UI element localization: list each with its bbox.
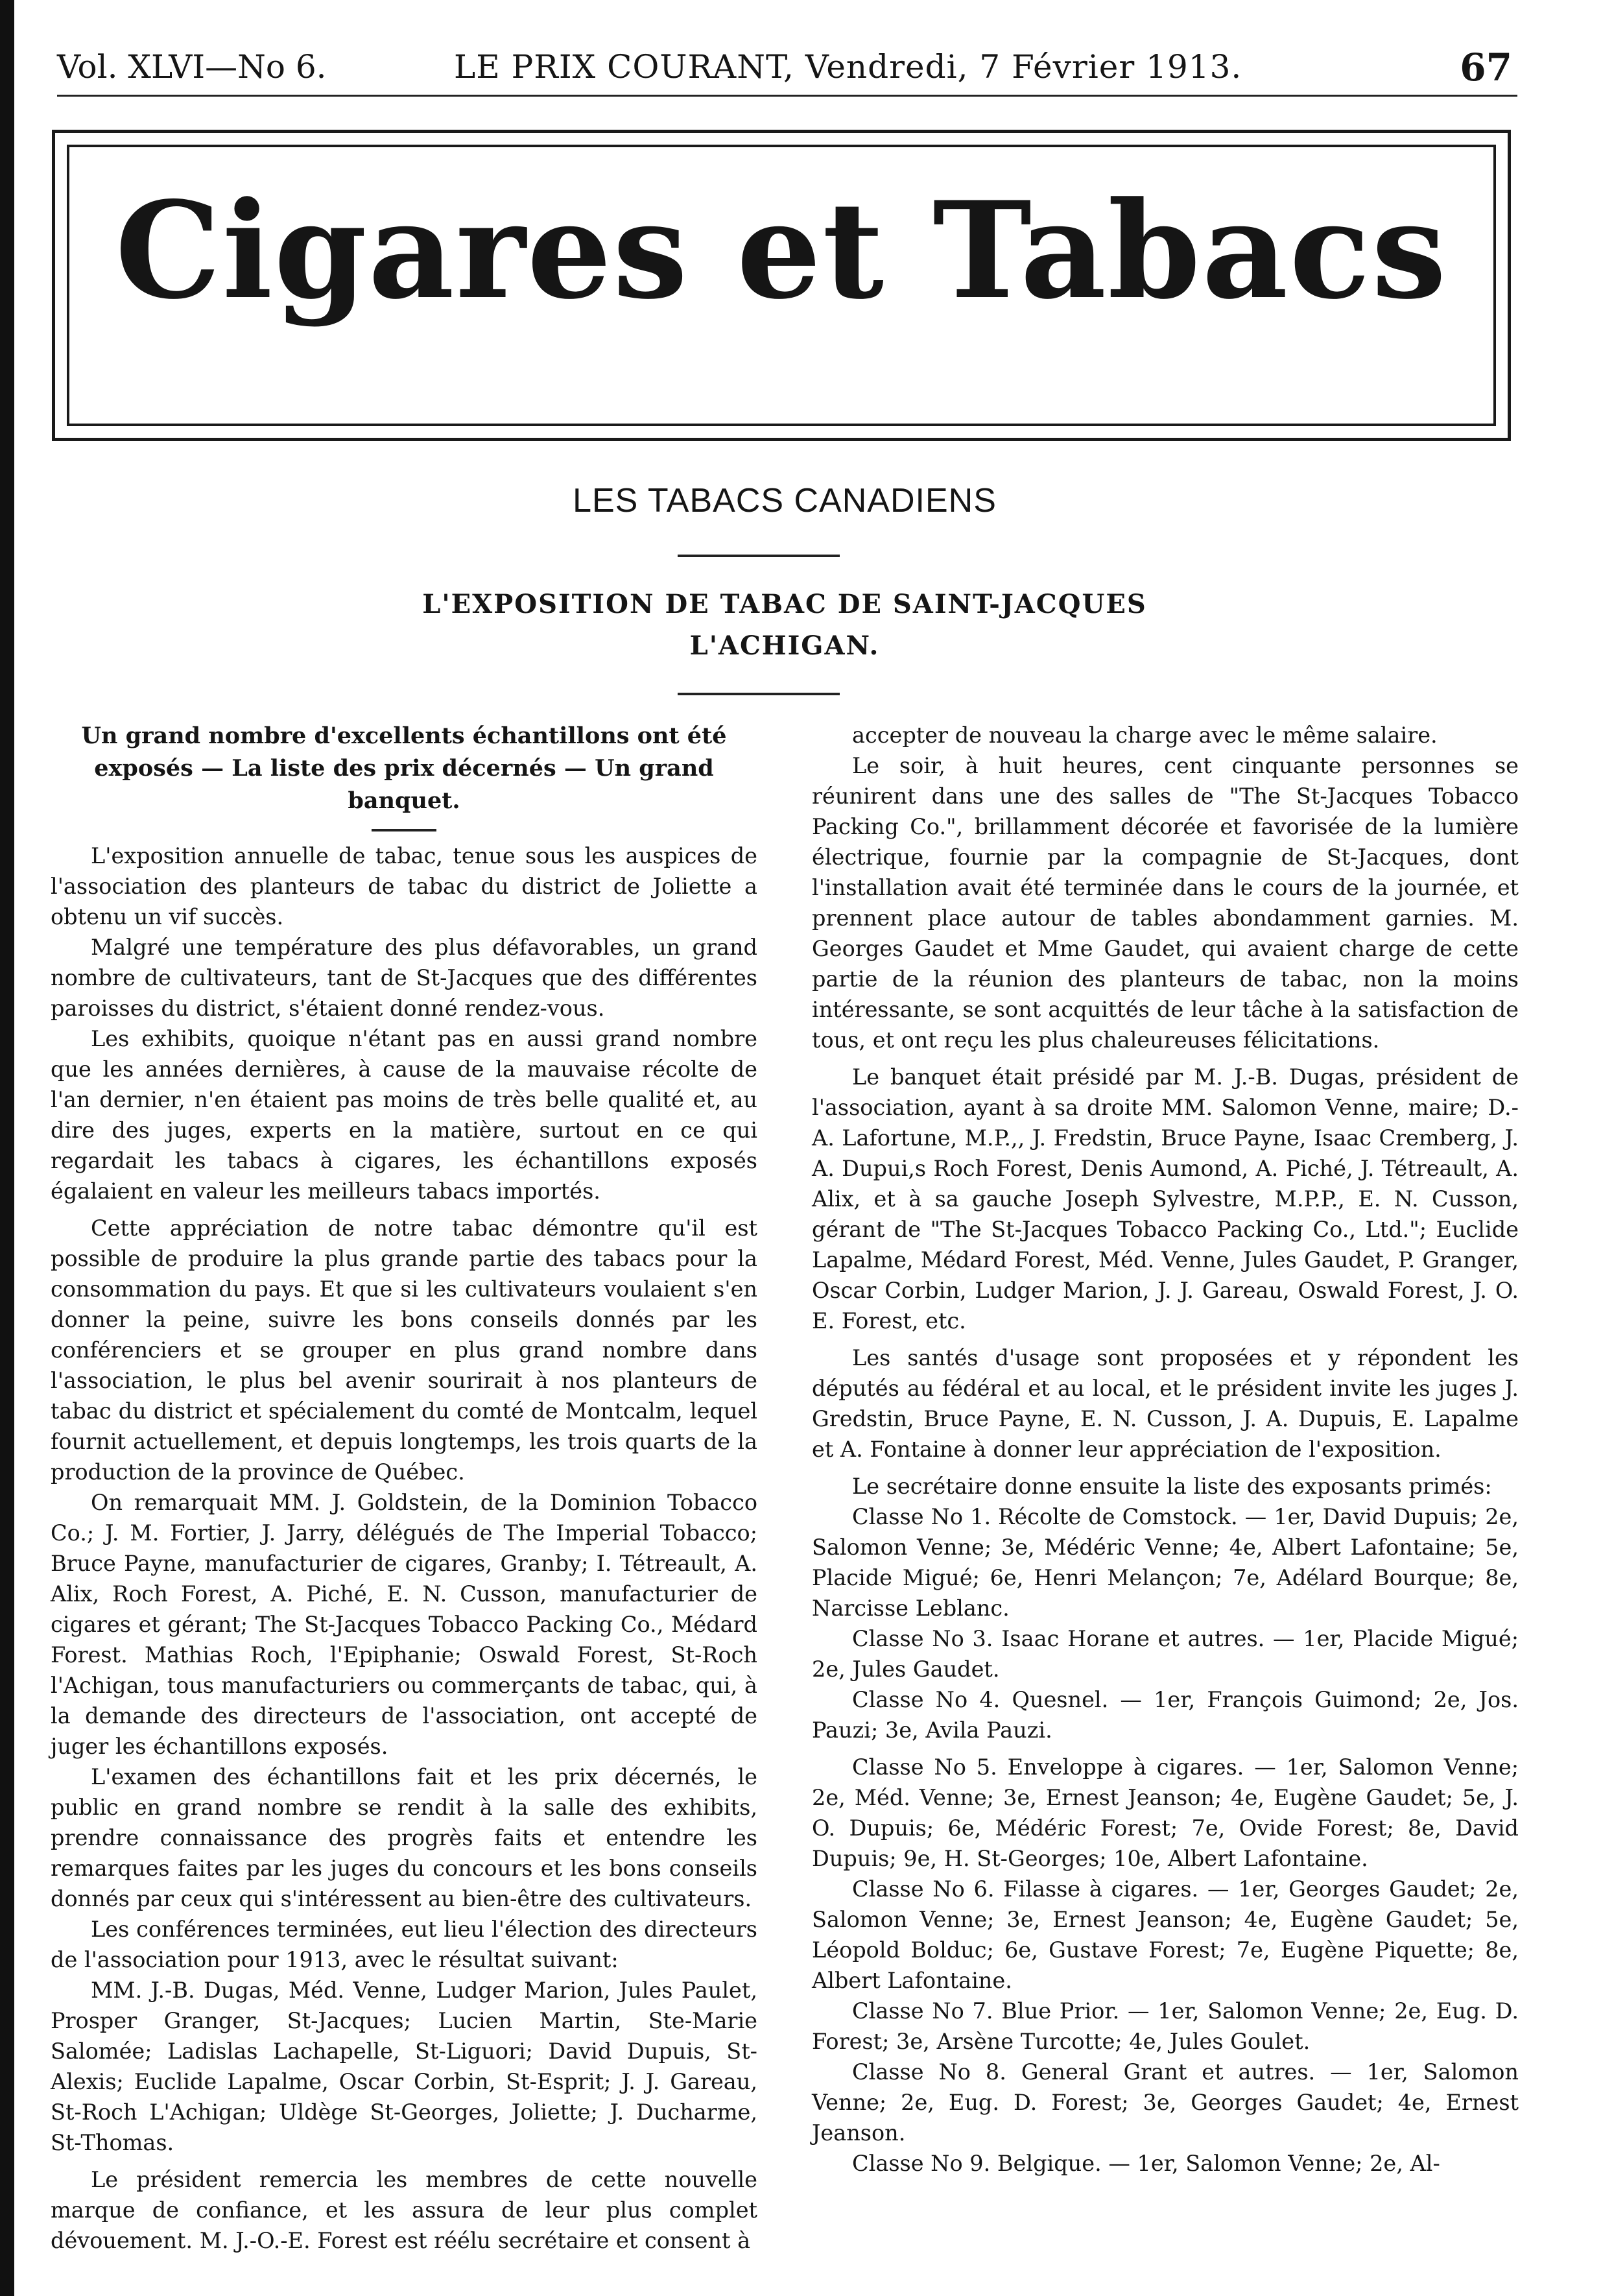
heading-rule: [678, 555, 840, 557]
left-column: [51, 720, 757, 2256]
page-spine-shadow: [0, 0, 14, 2296]
paragraph: On remarquait MM. J. Goldstein, de la Dominion Tobacco Co.; J. M. Fortier, J. Jarry, délégués de The Imperial Tobacco; Bruce Payne, manufacturier de cigares, Granby; I. Tétreault, A. Alix, Roch Forest, A. Piché, E. N. Cusson, manufacturier de cigares et gérant; The St-Jacques Tobacco Packing Co., Médard Forest. Mathias Roch, l'Epiphanie; Oswald Forest, St-Roch l'Achigan, tous manufacturiers ou commerçants de tabac, qui, à la demande des directeurs de l'association, ont accepté de juger les échantillons exposés.: [51, 1490, 757, 1759]
page-number: 67: [1460, 45, 1512, 90]
prize-list-item: Classe No 4. Quesnel. — 1er, François Guimond; 2e, Jos. Pauzi; 3e, Avila Pauzi.: [812, 1687, 1519, 1743]
prize-list-item: Classe No 6. Filasse à cigares. — 1er, Georges Gaudet; 2e, Salomon Venne; 3e, Ernest Jeanson; 4e, Eugène Gaudet; 5e, Léopold Bolduc; 6e, Gustave Forest; 7e, Eugène Piquette; 8e, Albert Lafontaine.: [812, 1876, 1519, 1993]
publication-title: LE PRIX COURANT, Vendredi, 7 Février 1913.: [454, 48, 1242, 86]
paragraph: Le soir, à huit heures, cent cinquante personnes se réunirent dans une des salles de "The St-Jacques Tobacco Packing Co.", brillamment décorée et favorisée de la lumière électrique, fournie par la compagnie de St-Jacques, dont l'installation avait été terminée dans le cours de la journée, et prennent place autour de tables abondamment garnies. M. Georges Gaudet et Mme Gaudet, qui avaient charge de cette partie de la réunion des planteurs de tabac, non la moins intéressante, se sont acquittés de leur tâche à la satisfaction de tous, et ont reçu les plus chaleureuses félicitations.: [812, 753, 1519, 1053]
right-column: [812, 720, 1519, 2179]
paragraph: Les exhibits, quoique n'étant pas en aussi grand nombre que les années dernières, à cause de la mauvaise récolte de l'an dernier, n'en étaient pas moins de très belle qualité et, au dire des juges, experts en la matière, surtout en ce qui regardait les tabacs à cigares, les échantillons exposés égalaient en valeur les meilleurs tabacs importés.: [51, 1026, 757, 1204]
paragraph: L'exposition annuelle de tabac, tenue sous les auspices de l'association des planteurs de tabac du district de Joliette a obtenu un vif succès.: [51, 843, 757, 929]
volume-number: Vol. XLVI—No 6.: [57, 48, 327, 86]
prize-list-item: Classe No 8. General Grant et autres. — 1er, Salomon Venne; 2e, Eug. D. Forest; 3e, Georges Gaudet; 4e, Ernest Jeanson.: [812, 2059, 1519, 2146]
section-title: Cigares et Tabacs: [115, 173, 1448, 329]
paragraph: accepter de nouveau la charge avec le même salaire.: [852, 723, 1438, 748]
article-subheading: [52, 584, 1517, 667]
paragraph: Les santés d'usage sont proposées et y répondent les députés au fédéral et au local, et le président invite les juges J. Gredstin, Bruce Payne, E. N. Cusson, J. A. Dupuis, E. Lapalme et A. Fontaine à donner leur appréciation de l'exposition.: [812, 1345, 1519, 1462]
paragraph: Les conférences terminées, eut lieu l'élection des directeurs de l'association pour 1913, avec le résultat suivant:: [51, 1917, 757, 1972]
paragraph: Le banquet était présidé par M. J.-B. Dugas, président de l'association, ayant à sa droite MM. Salomon Venne, maire; D.-A. Lafortune, M.P.,, J. Fredstin, Bruce Payne, Isaac Cremberg, J. A. Dupui,s Roch Forest, Denis Aumond, A. Piché, J. Tétreault, A. Alix, et à sa gauche Joseph Sylvestre, M.P.P., E. N. Cusson, gérant de "The St-Jacques Tobacco Packing Co., Ltd."; Euclide Lapalme, Médard Forest, Méd. Venne, Jules Gaudet, P. Granger, Oscar Corbin, Ludger Marion, J. J. Gareau, Oswald Forest, J. O. E. Forest, etc.: [812, 1064, 1519, 1333]
paragraph: Malgré une température des plus défavorables, un grand nombre de cultivateurs, tant de St-Jacques que des différentes paroisses du district, s'étaient donné rendez-vous.: [51, 935, 757, 1021]
subheading-line-2: L'ACHIGAN.: [689, 630, 880, 661]
prize-list-item: Classe No 3. Isaac Horane et autres. — 1er, Placide Migué; 2e, Jules Gaudet.: [812, 1626, 1519, 1682]
paragraph: Le secrétaire donne ensuite la liste des exposants primés:: [852, 1474, 1492, 1499]
header-rule: [57, 95, 1517, 97]
prize-list-item: Classe No 9. Belgique. — 1er, Salomon Venne; 2e, Al-: [852, 2151, 1440, 2176]
summary-rule: [372, 829, 436, 831]
prize-list-item: Classe No 1. Récolte de Comstock. — 1er, David Dupuis; 2e, Salomon Venne; 3e, Médéric Venne; 4e, Albert Lafontaine; 5e, Placide Migué; 6e, Henri Melançon; 7e, Adélard Bourque; 8e, Narcisse Leblanc.: [812, 1504, 1519, 1621]
subheading-line-1: L'EXPOSITION DE TABAC DE SAINT-JACQUES: [422, 589, 1147, 619]
prize-list-item: Classe No 5. Enveloppe à cigares. — 1er, Salomon Venne; 2e, Méd. Venne; 3e, Ernest Jeanson; 4e, Eugène Gaudet; 5e, J. O. Dupuis; 6e, Médéric Forest; 7e, Ovide Forest; 8e, David Dupuis; 9e, H. St-Georges; 10e, Albert Lafontaine.: [812, 1754, 1519, 1871]
running-header: [52, 45, 1517, 97]
article-heading: LES TABACS CANADIENS: [573, 482, 997, 520]
subheading-rule: [678, 693, 840, 695]
paragraph: Le président remercia les membres de cette nouvelle marque de confiance, et les assura de leur plus complet dévouement. M. J.-O.-E. Forest est réélu secrétaire et consent à: [51, 2167, 757, 2253]
prize-list-item: Classe No 7. Blue Prior. — 1er, Salomon Venne; 2e, Eug. D. Forest; 3e, Arsène Turcotte; 4e, Jules Goulet.: [812, 1998, 1519, 2054]
paragraph: Cette appréciation de notre tabac démontre qu'il est possible de produire la plus grande partie des tabacs pour la consommation du pays. Et que si les cultivateurs voulaient s'en donner la peine, suivre les bons conseils donnés par les conférenciers et se grouper en plus grand nombre dans l'association, le plus bel avenir sourirait à nos planteurs de tabac du district et spécialement du comté de Montcalm, lequel fournit actuellement, et depuis longtemps, les trois quarts de la production de la province de Québec.: [51, 1215, 757, 1485]
paragraph: MM. J.-B. Dugas, Méd. Venne, Ludger Marion, Jules Paulet, Prosper Granger, St-Jacques; Lucien Martin, Ste-Marie Salomée; Ladislas Lachapelle, St-Liguori; David Dupuis, St-Alexis; Euclide Lapalme, Oscar Corbin, St-Esprit; J. J. Gareau, St-Roch L'Achigan; Uldège St-Georges, Joliette; J. Ducharme, St-Thomas.: [51, 1978, 757, 2155]
section-banner: [52, 130, 1511, 441]
paragraph: L'examen des échantillons fait et les prix décernés, le public en grand nombre se rendit à la salle des exhibits, prendre connaissance des progrès faits et entendre les remarques faites par les juges du concours et les bons conseils donnés par ceux qui s'intéressent au bien-être des cultivateurs.: [51, 1764, 757, 1911]
article-summary: Un grand nombre d'excellents échantillons ont été exposés — La liste des prix décernés — Un grand banquet.: [81, 723, 727, 814]
